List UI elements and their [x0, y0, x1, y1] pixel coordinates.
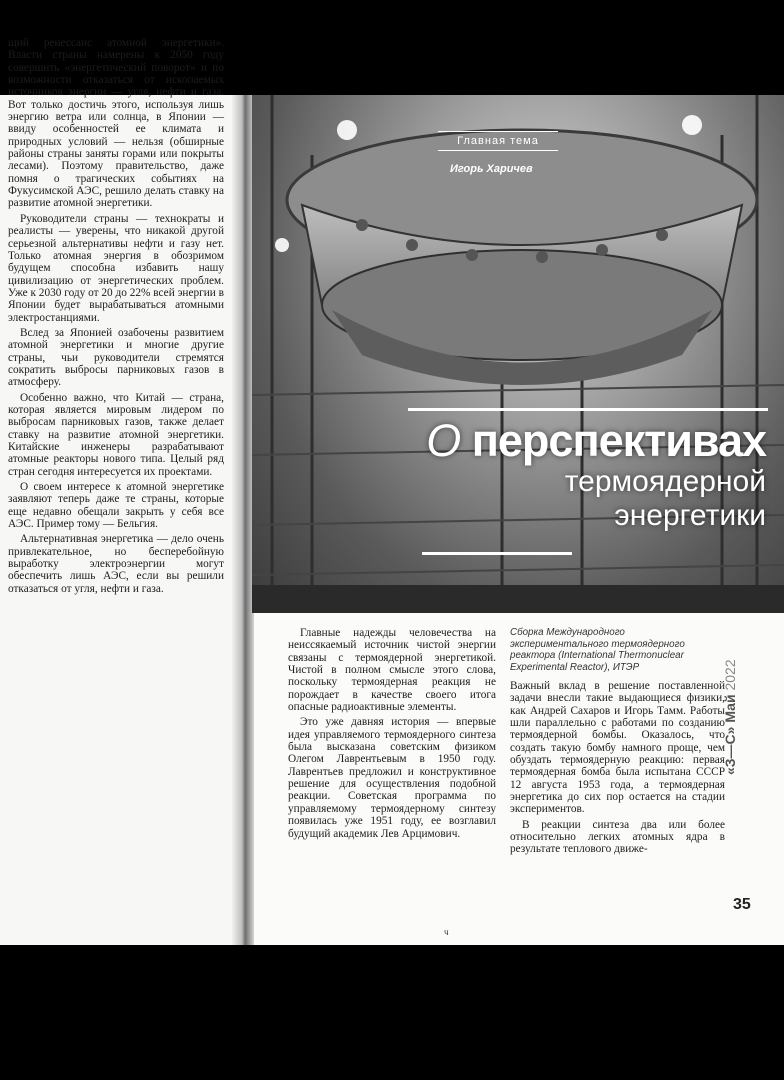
right-paragraph: Это уже давняя история — впервые идея управляемого термоядерного синтеза была высказана советским физиком Олегом Лаврентьевым в 1950 году. Лаврентьев предложил и конструктивное решение для осуществления подобной реакции. Советская программа по управляемому термоядерному синтезу появилась уже 1951 году, ее возглавил будущий академик Лев Арцимович. [288, 716, 496, 840]
page-number: 35 [733, 896, 751, 913]
author-name: Игорь Харичев [450, 163, 533, 175]
folio-mark: ч [444, 927, 449, 937]
headline-line-1 [426, 415, 766, 466]
right-page-column-1 [288, 627, 496, 843]
headline-bottom-rule [422, 552, 572, 555]
headline-top-rule [408, 408, 768, 411]
headline-word: перспективах [471, 415, 766, 466]
right-paragraph: Важный вклад в решение поставленной задачи внесли такие выдающиеся физики, как Андрей Сахаров и Игорь Тамм. Работы шли параллельно с работами по созданию термоядерной бомбы. Оказалось, что создать такую бомбу намного проще, чем обуздать термоядерную реакцию: первая термоядерная бомба была испытана СССР 12 августа 1953 года, а термоядерная энергетика до сих пор остается на стадии экспериментов. [510, 680, 725, 816]
right-page-column-2 [510, 680, 725, 859]
left-page-column [8, 37, 224, 598]
right-paragraph: Главные надежды человечества на неиссякаемый источник чистой энергии связаны с термоядерной энергетикой. Чистой в полном смысле этого слова, поскольку термоядерная реакция не порождает в качестве своего итога опасные радиоактивные элементы. [288, 627, 496, 714]
headline-line-2: термоядерной [564, 465, 766, 498]
left-paragraph: щий ренессанс атомной энергетики». Власти страны намерены к 2050 году совершить «энергетический поворот» и по возможности отказаться от ископаемых источников энергии — угля, нефти и газа. Вот только достичь этого, используя лишь энергию ветра или солнца, в Японии — ввиду особенностей ее климата и природных условий — нельзя (обширные районы страны заняты горами или покрыты лесами). Поэтому правительство, даже помня о трагических событиях на Фукусимской АЭС, решило делать ставку на развитие атомной энергетики. [8, 37, 224, 210]
headline-initial: О [426, 415, 461, 466]
headline-line-3: энергетики [614, 499, 766, 532]
left-paragraph: Особенно важно, что Китай — страна, которая является мировым лидером по выбросам парниковых газов, также делает ставку на развитие атомной энергетики. Китайские инженеры разрабатывают атомные реакторы нового типа. Целый ряд стран сегодня интересуется их проектами. [8, 391, 224, 478]
photo-caption: Сборка Международного экспериментального термоядерного реактора (International Thermonuclear Experimental Reactor), ИТЭР [510, 627, 685, 673]
left-paragraph: О своем интересе к атомной энергетике заявляют теперь даже те страны, которые еще недавно обещали закрыть у себя все АЭС. Пример тому — Бельгия. [8, 481, 224, 531]
left-paragraph: Альтернативная энергетика — дело очень привлекательное, но бесперебойную выработку электроэнергии могут обеспечить лишь АЭС, если вы решили отказаться от угля, нефти и газа. [8, 533, 224, 595]
rubric-label: Главная тема [457, 135, 539, 147]
page-gutter [232, 95, 254, 945]
magazine-name: «З—С» [722, 726, 738, 775]
rubric-top-rule [438, 131, 558, 132]
issue-year: 2022 [722, 659, 738, 695]
left-paragraph: Вслед за Японией озабочены развитием атомной энергетики и многие другие страны, чьи руководители стремятся сократить выбросы парниковых газов в атмосферу. [8, 326, 224, 389]
rubric-bottom-rule [438, 150, 558, 151]
issue-sidebar: «З—С» Май 2022 [722, 659, 738, 775]
left-paragraph: Руководители страны — технократы и реалисты — уверены, что никакой другой серьезной альтернативы нефти и газу нет. Только атомная энергия в обозримом будущем способна избавить нашу цивилизацию от энергетических проблем. Уже к 2030 году от 20 до 22% всей энергии в Японии будет вырабатываться атомными электростанциями. [8, 212, 225, 324]
article-headline [426, 415, 766, 532]
right-paragraph: В реакции синтеза два или более относительно легких атомных ядра в результате теплового движе- [510, 818, 725, 856]
